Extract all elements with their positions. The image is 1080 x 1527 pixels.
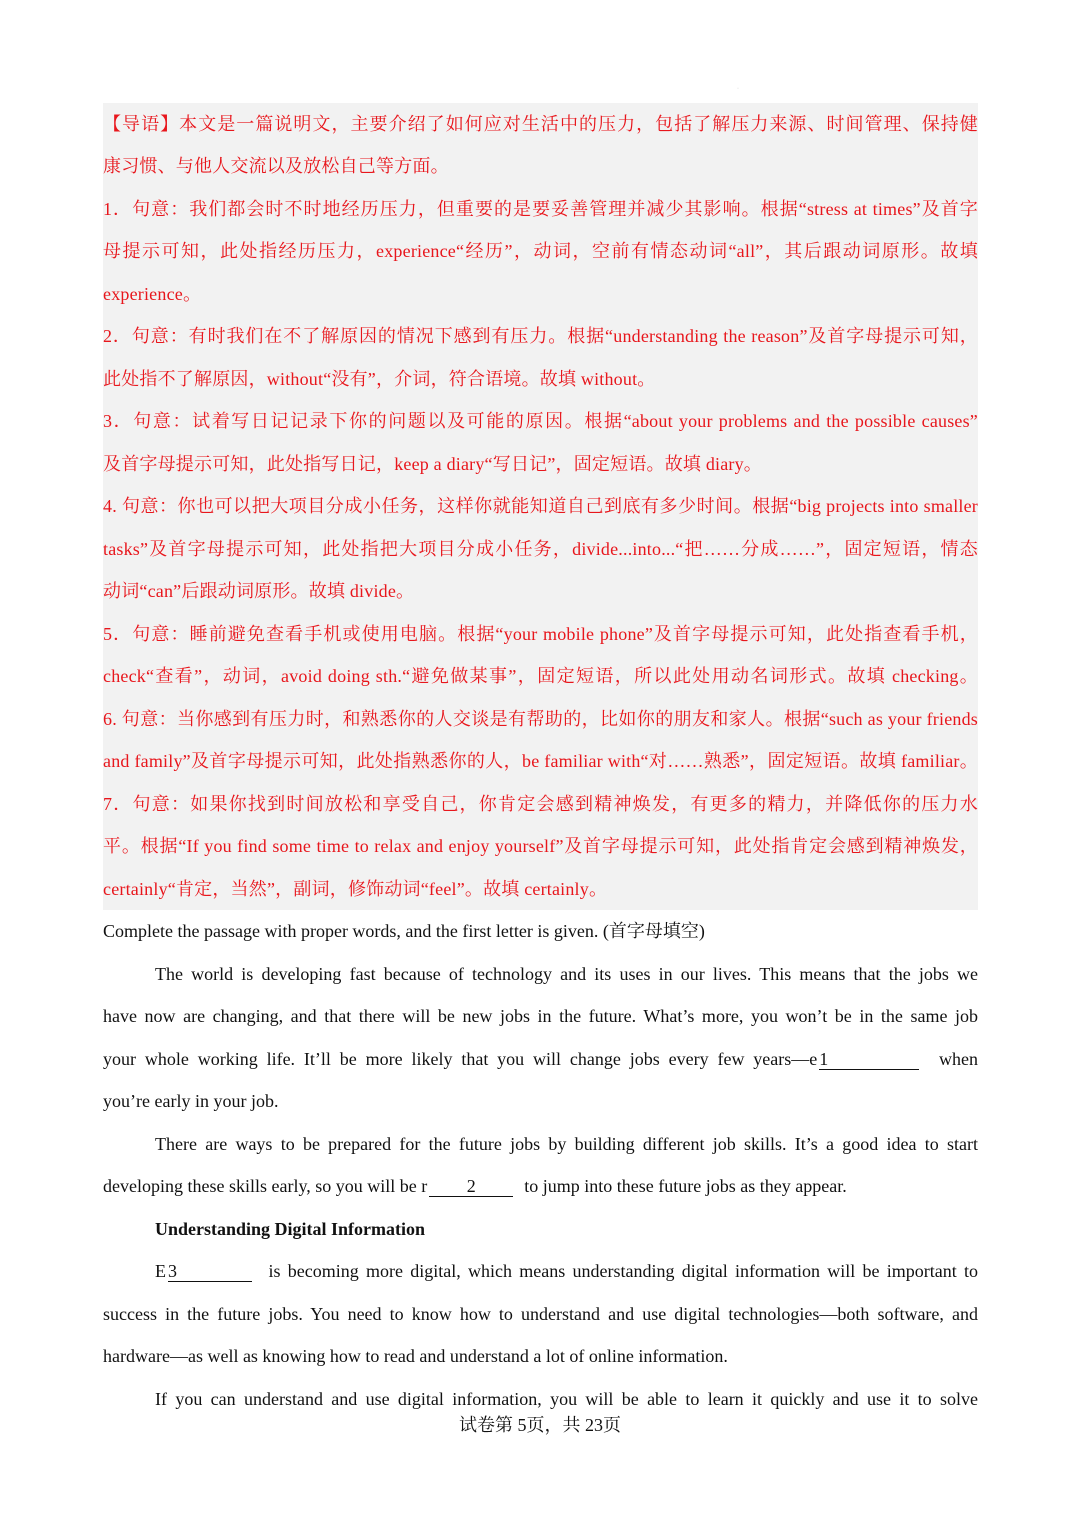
instruction-text: Complete the passage with proper words, and the first letter is given. (首字母填空) [103,921,705,941]
page-footer: 试卷第 5页，共 23页 [459,1415,621,1435]
passage-line: hardware—as well as knowing how to read and understand a lot of online information. [103,1346,728,1366]
blank-1: 1 [819,1049,919,1070]
explanation-line: 1．句意：我们都会时不时地经历压力，但重要的是要妥善管理并减少其影响。根据“stress at times”及首字 [103,199,978,219]
explanation-line: 动词“can”后跟动词原形。故填 divide。 [103,581,415,601]
passage-line: If you can understand and use digital information, you will be able to learn it quickly and use it to solve [155,1389,978,1409]
passage-text: to jump into these future jobs as they appear. [524,1176,847,1196]
explanation-line: check“查看”，动词，avoid doing sth.“避免做某事”，固定短语，所以此处用动名词形式。故填 checking。 [103,666,978,686]
passage-line: you’re early in your job. [103,1091,279,1111]
explanation-line: tasks”及首字母提示可知，此处指把大项目分成小任务，divide...into...“把……分成……”，固定短语，情态 [103,539,978,559]
explanation-line: 及首字母提示可知，此处指写日记，keep a diary“写日记”，固定短语。故填 diary。 [103,454,763,474]
explanation-line: 3．句意：试着写日记记录下你的问题以及可能的原因。根据“about your problems and the possible causes” [103,411,978,431]
page-corner-mark: · [737,86,739,92]
passage-line: success in the future jobs. You need to know how to understand and use digital technologies—both software, and [103,1304,978,1324]
explanation-line: 7．句意：如果你找到时间放松和享受自己，你肯定会感到精神焕发，有更多的精力，并降低你的压力水 [103,794,978,814]
explanation-line: 5．句意：睡前避免查看手机或使用电脑。根据“your mobile phone”及首字母提示可知，此处指查看手机， [103,624,978,644]
passage-text: is becoming more digital, which means understanding digital information will be important to [268,1261,979,1281]
explanation-line: 母提示可知，此处指经历压力，experience“经历”，动词，空前有情态动词“all”，其后跟动词原形。故填 [103,241,978,261]
explanation-line: 康习惯、与他人交流以及放松自己等方面。 [103,156,449,176]
explanation-line: certainly“肯定，当然”，副词，修饰动词“feel”。故填 certainly。 [103,879,608,899]
passage-line [103,1165,978,1208]
blank-2: 2 [429,1176,513,1197]
passage-text: when [939,1049,979,1069]
explanation-line: and family”及首字母提示可知，此处指熟悉你的人，be familiar with“对……熟悉”，固定短语。故填 familiar。 [103,751,978,771]
passage-text: E [155,1261,166,1281]
explanation-line: experience。 [103,284,202,304]
explanation-line: 6. 句意：当你感到有压力时，和熟悉你的人交谈是有帮助的，比如你的朋友和家人。根据“such as your friends [103,709,978,729]
explanation-line: 平。根据“If you find some time to relax and enjoy yourself”及首字母提示可知，此处指肯定会感到精神焕发， [103,836,978,856]
explanation-line: 【导语】本文是一篇说明文，主要介绍了如何应对生活中的压力，包括了解压力来源、时间管理、保持健 [103,114,978,134]
explanation-line: 2．句意：有时我们在不了解原因的情况下感到有压力。根据“understanding the reason”及首字母提示可知， [103,326,978,346]
passage-text: developing these skills early, so you will be r [103,1176,428,1196]
passage-line [103,1038,978,1081]
passage-line: have now are changing, and that there will be new jobs in the future. What’s more, you won’t be in the same job [103,1006,978,1026]
explanation-line: 此处指不了解原因，without“没有”，介词，符合语境。故填 without。 [103,369,656,389]
passage-line [155,1250,978,1293]
section-heading: Understanding Digital Information [155,1219,426,1239]
passage-line: The world is developing fast because of technology and its uses in our lives. This means that the jobs we [155,964,978,984]
passage-text: your whole working life. It’ll be more likely that you will change jobs every few years—e [103,1049,818,1069]
blank-3: 3 [168,1261,252,1282]
explanation-line: 4. 句意：你也可以把大项目分成小任务，这样你就能知道自己到底有多少时间。根据“big projects into smaller [103,496,978,516]
passage-line: There are ways to be prepared for the future jobs by building different job skills. It’s a good idea to start [155,1134,978,1154]
